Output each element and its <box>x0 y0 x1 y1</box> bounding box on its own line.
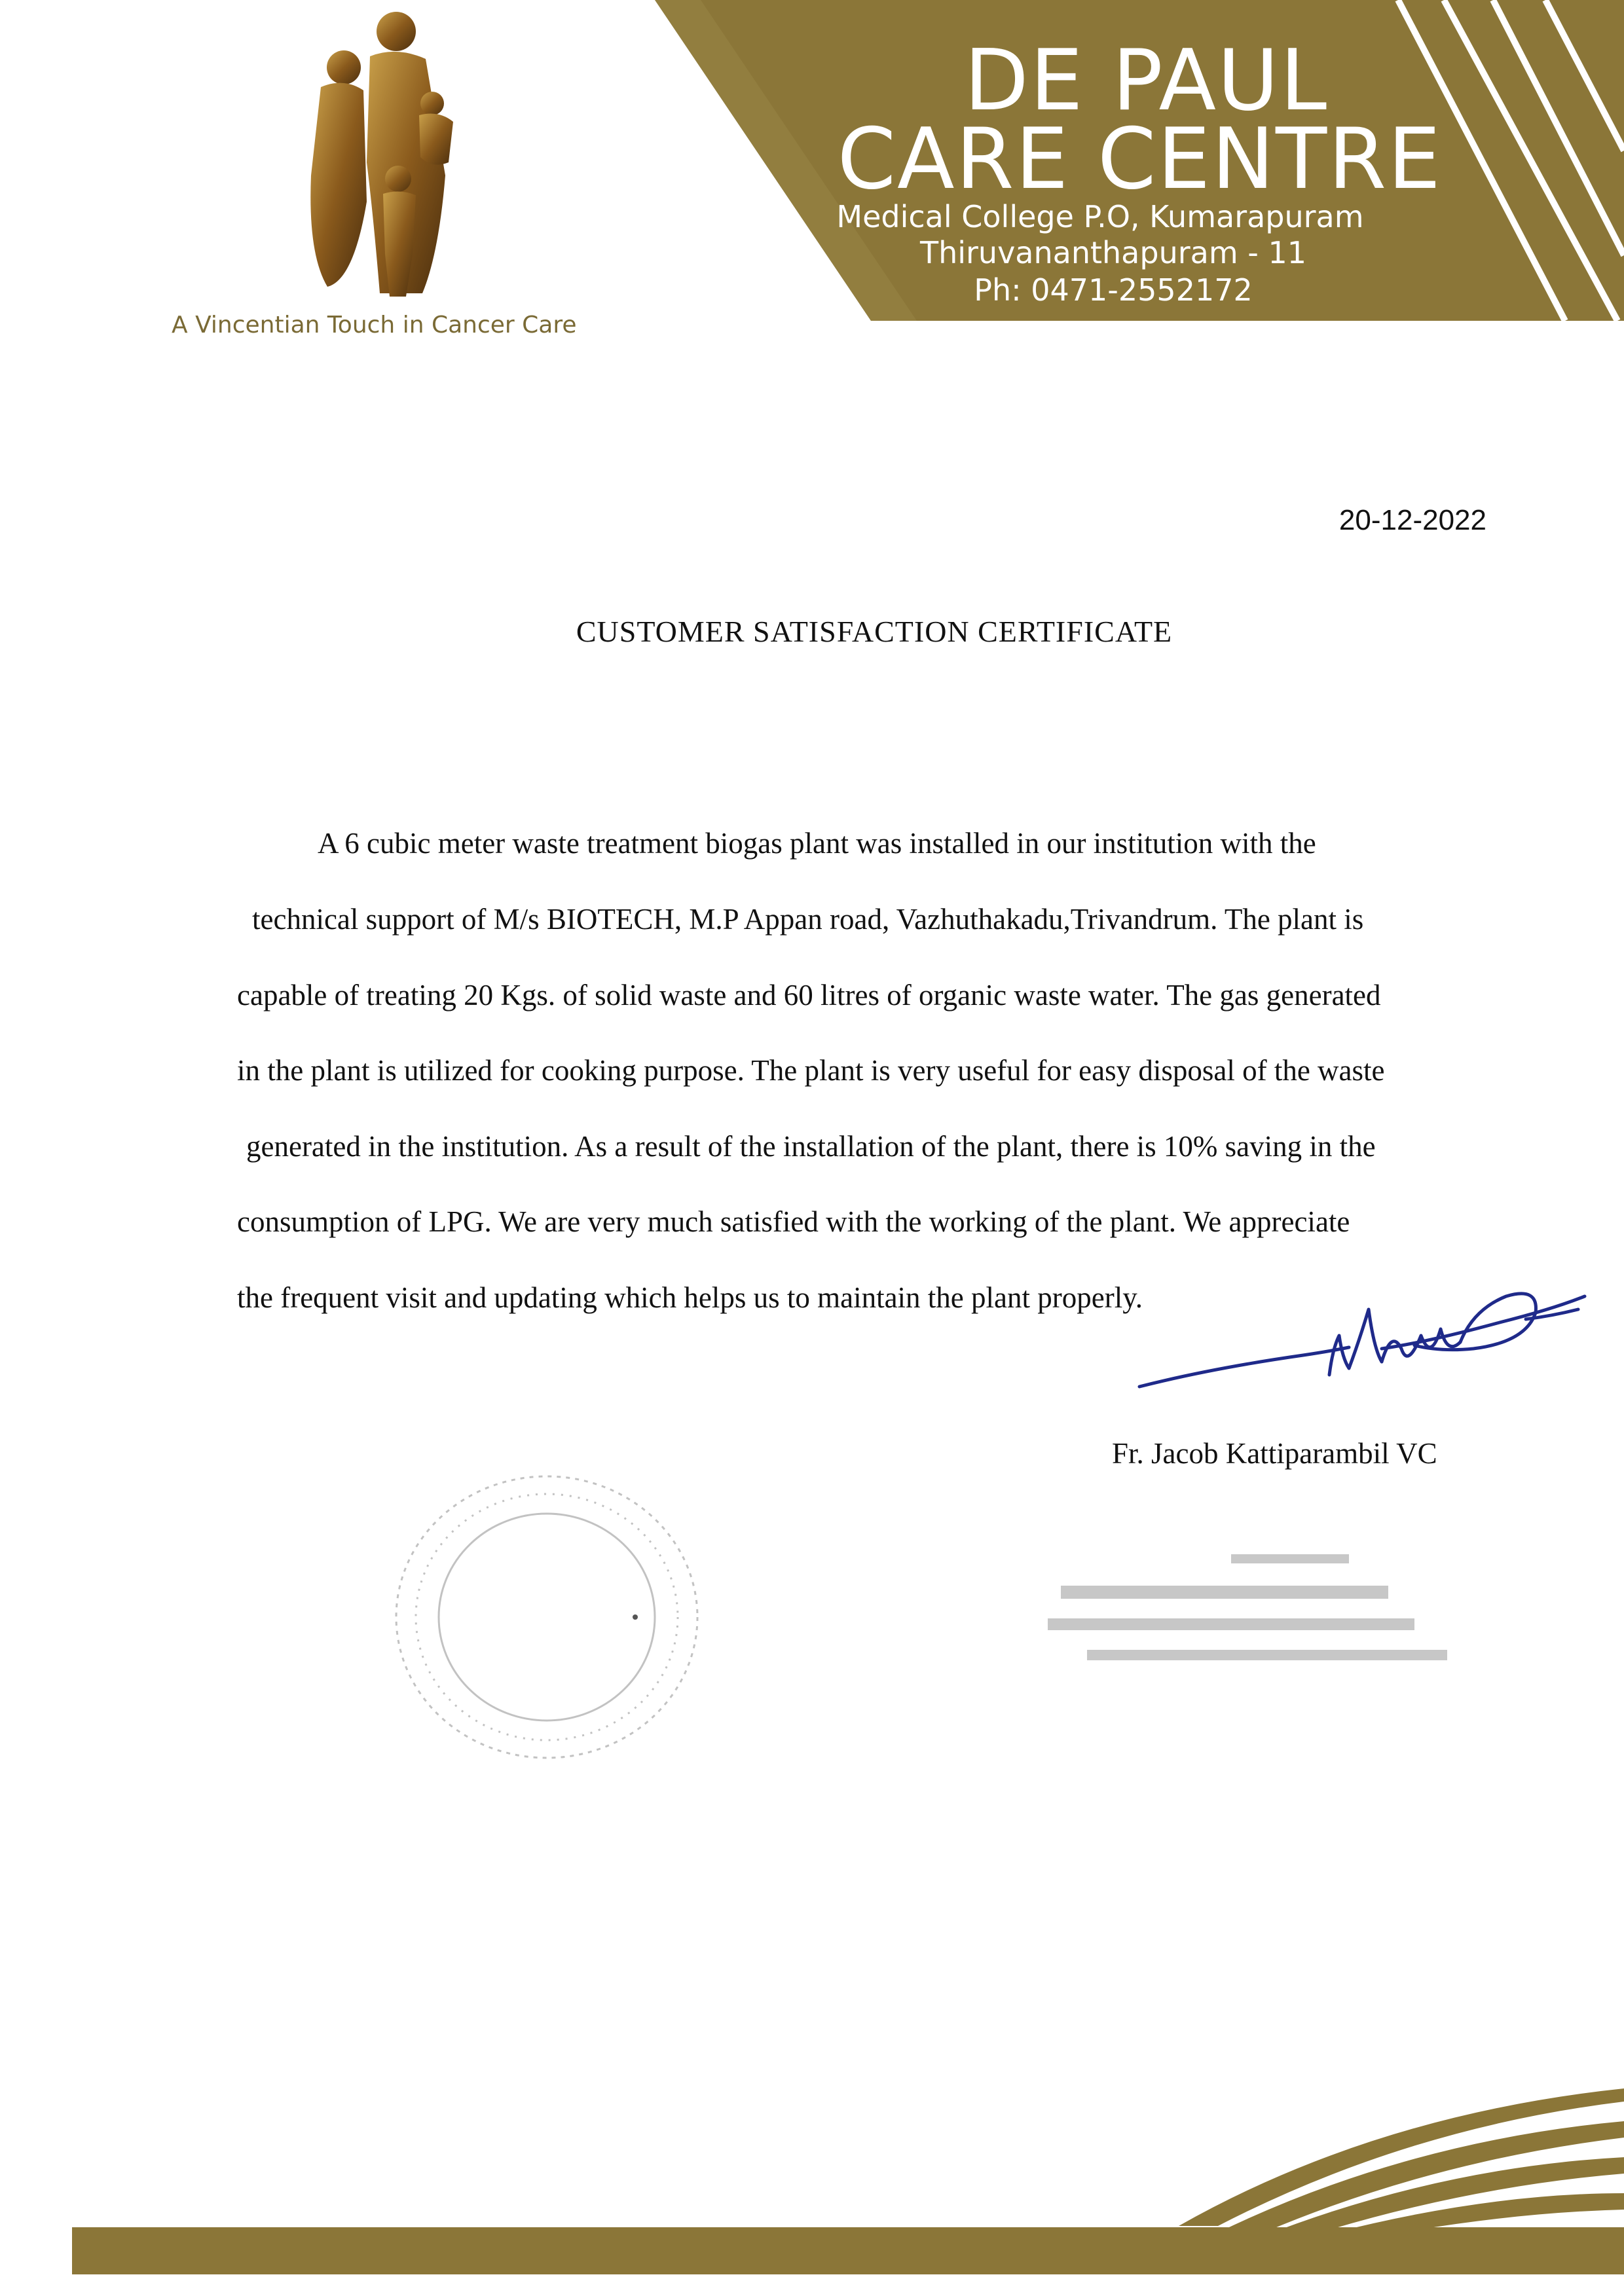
body-line-3: capable of treating 20 Kgs. of solid waste and 60 litres of organic waste water. The gas generated <box>237 979 1381 1011</box>
address-line1: Medical College P.O, Kumarapuram <box>836 199 1364 234</box>
handwritten-signature-icon <box>1133 1270 1591 1440</box>
phone-number: Ph: 0471-2552172 <box>974 272 1253 308</box>
signatory-name: Fr. Jacob Kattiparambil VC <box>1112 1437 1437 1470</box>
body-line-1: A 6 cubic meter waste treatment biogas plant was installed in our institution with the <box>318 827 1316 860</box>
org-name-line2: CARE CENTRE <box>837 111 1442 208</box>
body-line-2: technical support of M/s BIOTECH, M.P Appan road, Vazhuthakadu,Trivandrum. The plant is <box>252 903 1364 936</box>
faded-seal-icon <box>386 1467 707 1768</box>
logo-sculpture-icon <box>282 5 491 300</box>
address-line2: Thiruvananthapuram - 11 <box>919 235 1307 270</box>
tagline: A Vincentian Touch in Cancer Care <box>172 312 577 338</box>
document-title: CUSTOMER SATISFACTION CERTIFICATE <box>576 615 1173 648</box>
document-date: 20-12-2022 <box>1338 504 1486 536</box>
footer-band <box>0 2075 1624 2296</box>
body-line-6: consumption of LPG. We are very much satisfied with the working of the plant. We appreciate <box>237 1205 1350 1238</box>
body-line-7: the frequent visit and updating which helps us to maintain the plant properly. <box>237 1281 1143 1314</box>
body-line-5: generated in the institution. As a result of the installation of the plant, there is 10% saving in the <box>246 1130 1376 1163</box>
faded-address-stamp-icon <box>1035 1545 1460 1702</box>
body-line-4: in the plant is utilized for cooking purpose. The plant is very useful for easy disposal of the waste <box>237 1054 1385 1087</box>
org-name-line1: DE PAUL <box>964 32 1328 130</box>
